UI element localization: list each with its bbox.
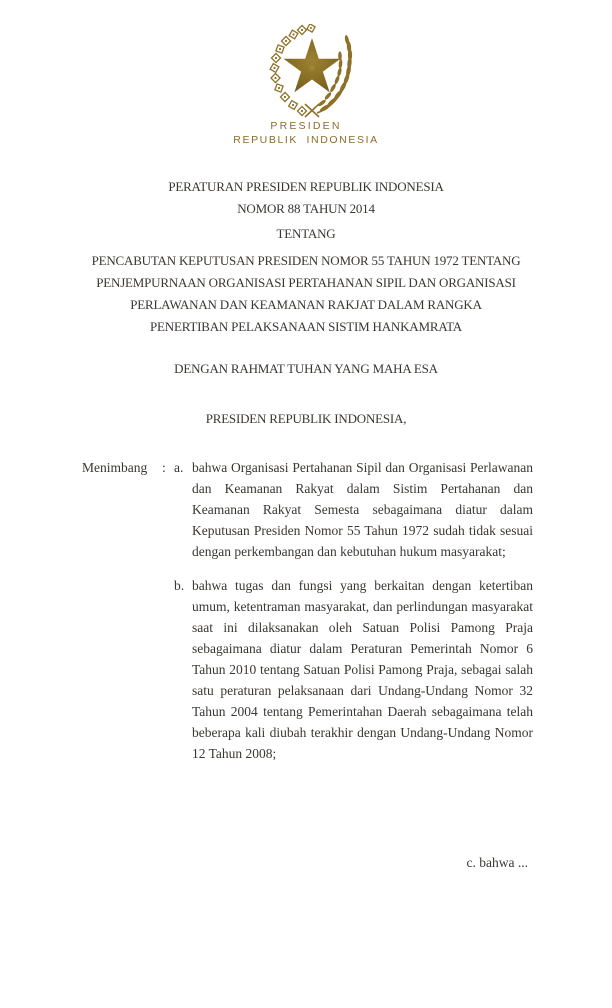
considering-items	[174, 457, 533, 764]
issuer-line: PRESIDEN REPUBLIK INDONESIA,	[205, 411, 407, 426]
tentang-label: TENTANG	[276, 226, 336, 241]
letterhead-emblem	[0, 24, 612, 123]
letterhead-republik-indonesia: REPUBLIK INDONESIA	[233, 134, 379, 146]
crossed-stems-icon	[305, 104, 319, 117]
subject-line: PENCABUTAN KEPUTUSAN PRESIDEN NOMOR 55 TAHUN 1972 TENTANG	[91, 253, 521, 268]
item-text: bahwa Organisasi Pertahanan Sipil dan Organisasi Perlawanan dan Keamanan Rakyat dalam Sistim Pertahanan dan Keamanan Rakyat Semesta sebagaimana diatur dalam Keputusan Presiden Nomor 55 Tahun 1972 sudah tidak sesuai dengan perkembangan dan kebutuhan hukum masyarakat;	[192, 460, 533, 559]
item-letter: a.	[174, 460, 184, 475]
catchword: c. bahwa ...	[466, 855, 528, 870]
considering-label: Menimbang	[82, 460, 148, 475]
regulation-title: PERATURAN PRESIDEN REPUBLIK INDONESIA	[168, 179, 444, 194]
title-block	[0, 176, 612, 338]
regulation-number: NOMOR 88 TAHUN 2014	[237, 201, 375, 216]
item-letter: b.	[174, 578, 185, 593]
considering-section	[82, 457, 533, 764]
subject-line: PENJEMPURNAAN ORGANISASI PERTAHANAN SIPIL DAN ORGANISASI	[96, 275, 516, 290]
subject-title	[0, 250, 612, 338]
considering-colon: :	[162, 460, 166, 475]
considering-item-a	[174, 457, 533, 562]
subject-line: PENERTIBAN PELAKSANAAN SISTIM HANKAMRATA	[150, 319, 462, 334]
considering-item-b	[174, 575, 533, 764]
subject-line: PERLAWANAN DAN KEAMANAN RAKJAT DALAM RANGKA	[130, 297, 482, 312]
item-text: bahwa tugas dan fungsi yang berkaitan dengan ketertiban umum, ketentraman masyarakat, dan perlindungan masyarakat saat ini dilaksanakan oleh Satuan Polisi Pamong Praja sebagaimana diatur dalam Peraturan Pemerintah Nomor 6 Tahun 2010 tentang Satuan Polisi Pamong Praja, sebagai salah satu peraturan pelaksanaan dari Undang-Undang Nomor 32 Tahun 2004 tentang Pemerintahan Daerah sebagaimana telah beberapa kali diubah terakhir dengan Undang-Undang Nomor 12 Tahun 2008;	[192, 578, 533, 761]
letterhead-presiden: PRESIDEN	[270, 120, 342, 132]
invocation-line: DENGAN RAHMAT TUHAN YANG MAHA ESA	[174, 361, 438, 376]
presidential-star-wreath-icon	[253, 24, 371, 118]
letterhead-text	[0, 119, 612, 147]
